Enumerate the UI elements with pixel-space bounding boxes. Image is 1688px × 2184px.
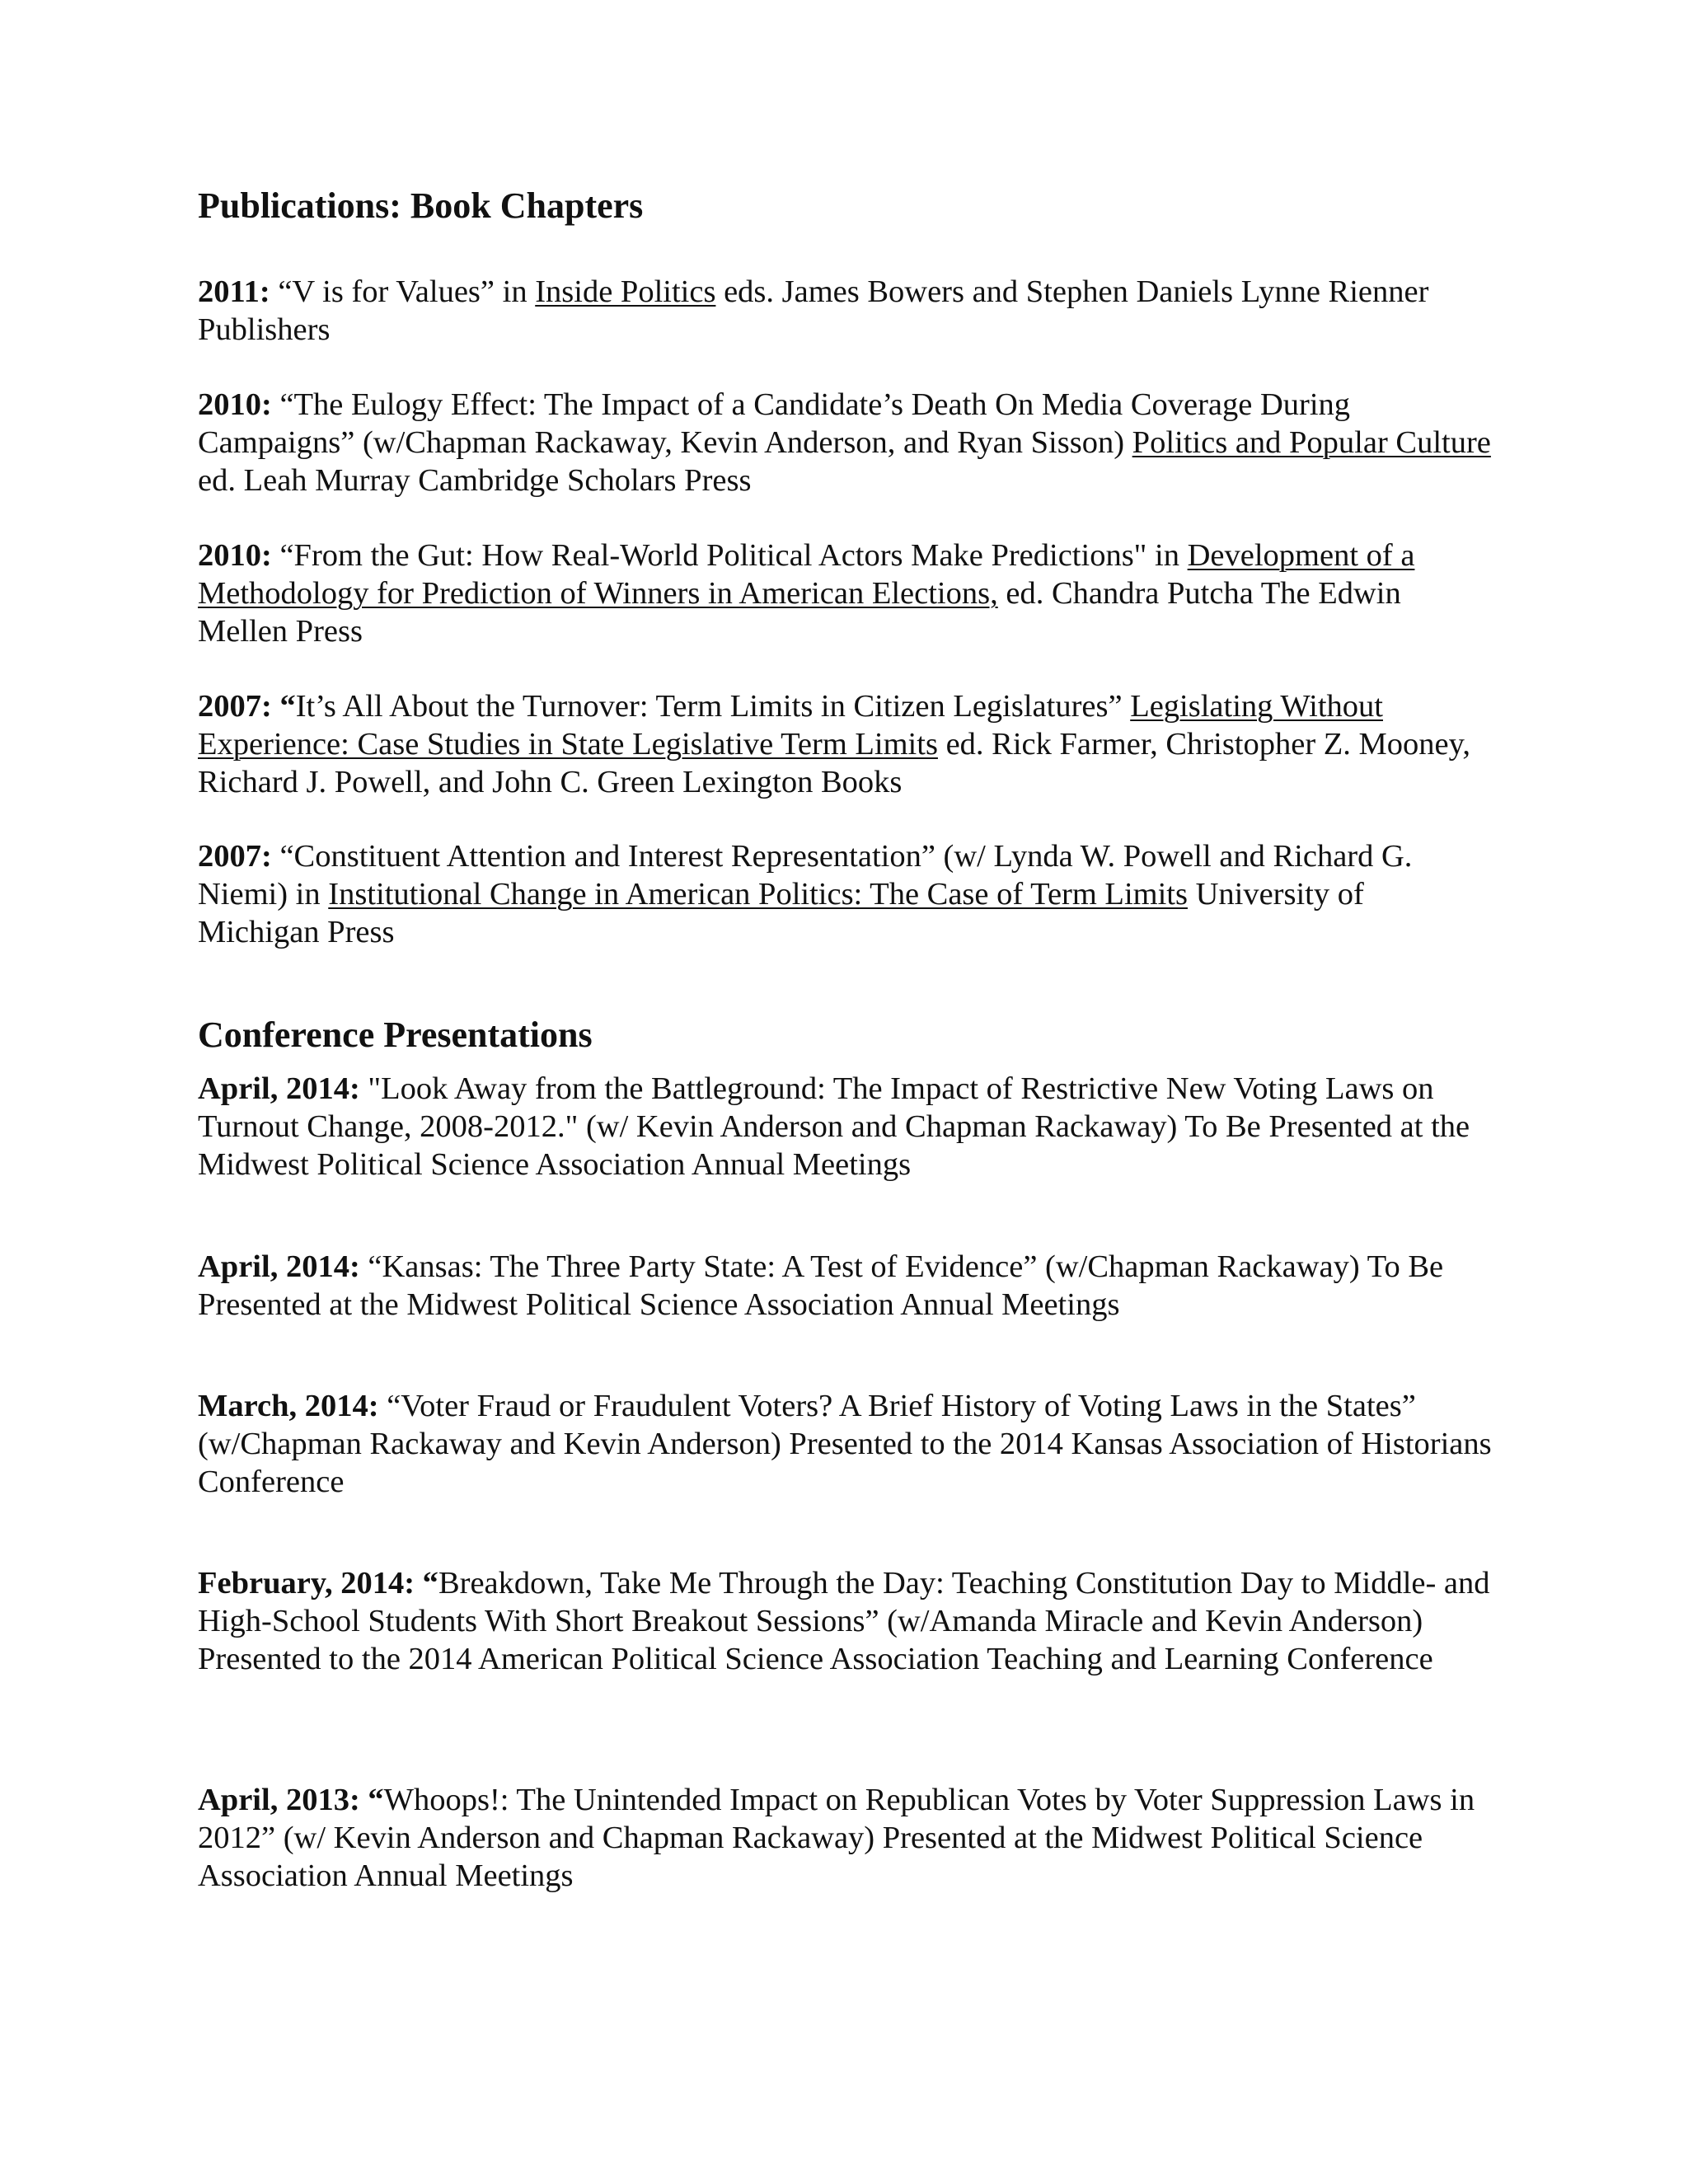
book-chapter-entry	[198, 537, 1492, 650]
entry-text: “Voter Fraud or Fraudulent Voters? A Brief History of Voting Laws in the States” (w/Chapman Rackaway and Kevin Anderson) Presented to the 2014 Kansas Association of Historians Conference	[198, 1389, 1492, 1499]
entry-date: 2011:	[198, 274, 270, 309]
conference-presentations-heading: Conference Presentations	[198, 1015, 593, 1055]
entry-text: It’s All About the Turnover: Term Limits in Citizen Legislatures”	[295, 689, 1131, 724]
entry-text: “Kansas: The Three Party State: A Test of Evidence” (w/Chapman Rackaway) To Be Presented at the Midwest Political Science Association Annual Meetings	[198, 1249, 1444, 1322]
conference-entry	[198, 1564, 1492, 1678]
book-title: Development of a Methodology for Prediction of Winners in American Elections,	[198, 538, 1415, 611]
book-title: Inside Politics	[535, 274, 716, 309]
book-chapter-entry	[198, 687, 1492, 801]
entry-text: ed. Rick Farmer, Christopher Z. Mooney, Richard J. Powell, and John C. Green Lexington Books	[198, 727, 1470, 799]
conference-entry	[198, 1248, 1492, 1324]
conference-entry	[198, 1781, 1492, 1895]
entry-text: ed. Leah Murray Cambridge Scholars Press	[198, 463, 752, 498]
entry-date: March, 2014:	[198, 1389, 379, 1423]
entry-text: eds. James Bowers and Stephen Daniels Lynne Rienner Publishers	[198, 274, 1429, 347]
entry-text: Whoops!: The Unintended Impact on Republican Votes by Voter Suppression Laws in 2012” (w/ Kevin Anderson and Chapman Rackaway) Presented at the Midwest Political Science Association Annual Meetings	[198, 1783, 1475, 1893]
entry-date: April, 2014:	[198, 1071, 360, 1106]
book-chapters-heading: Publications: Book Chapters	[198, 185, 644, 226]
book-chapter-entry	[198, 837, 1492, 951]
book-chapter-entry	[198, 273, 1492, 349]
entry-date: 2007:	[198, 839, 272, 874]
conference-entry	[198, 1387, 1492, 1501]
book-title: Politics and Popular Culture	[1132, 425, 1491, 460]
entry-text: ed. Chandra Putcha The Edwin Mellen Press	[198, 576, 1401, 649]
book-chapter-entry	[198, 386, 1492, 499]
entry-text: “V is for Values” in	[270, 274, 536, 309]
book-title: Legislating Without Experience: Case Studies in State Legislative Term Limits	[198, 689, 1383, 762]
entry-text: University of Michigan Press	[198, 877, 1364, 949]
entry-date: 2010:	[198, 538, 272, 573]
entry-text: “The Eulogy Effect: The Impact of a Candidate’s Death On Media Coverage During Campaigns” (w/Chapman Rackaway, Kevin Anderson, and Ryan Sisson)	[198, 387, 1351, 460]
conference-entry	[198, 1070, 1492, 1183]
book-title: Institutional Change in American Politics: The Case of Term Limits	[328, 877, 1188, 912]
entry-date: February, 2014: “	[198, 1566, 438, 1601]
entry-date: April, 2013: “	[198, 1783, 384, 1817]
entry-text: "Look Away from the Battleground: The Impact of Restrictive New Voting Laws on Turnout Change, 2008-2012." (w/ Kevin Anderson and Chapman Rackaway) To Be Presented at the Midwest Political Science Association Annual Meetings	[198, 1071, 1470, 1182]
entry-text: “From the Gut: How Real-World Political Actors Make Predictions" in	[271, 538, 1188, 573]
entry-date: April, 2014:	[198, 1249, 360, 1284]
entry-text: “Constituent Attention and Interest Representation” (w/ Lynda W. Powell and Richard G. Niemi) in	[198, 839, 1413, 912]
entry-date: 2010:	[198, 387, 272, 422]
entry-date: 2007: “	[198, 689, 296, 724]
entry-text: Breakdown, Take Me Through the Day: Teaching Constitution Day to Middle- and High-School Students With Short Breakout Sessions” (w/Amanda Miracle and Kevin Anderson) Presented to the 2014 American Political Science Association Teaching and Learning Conference	[198, 1566, 1490, 1676]
